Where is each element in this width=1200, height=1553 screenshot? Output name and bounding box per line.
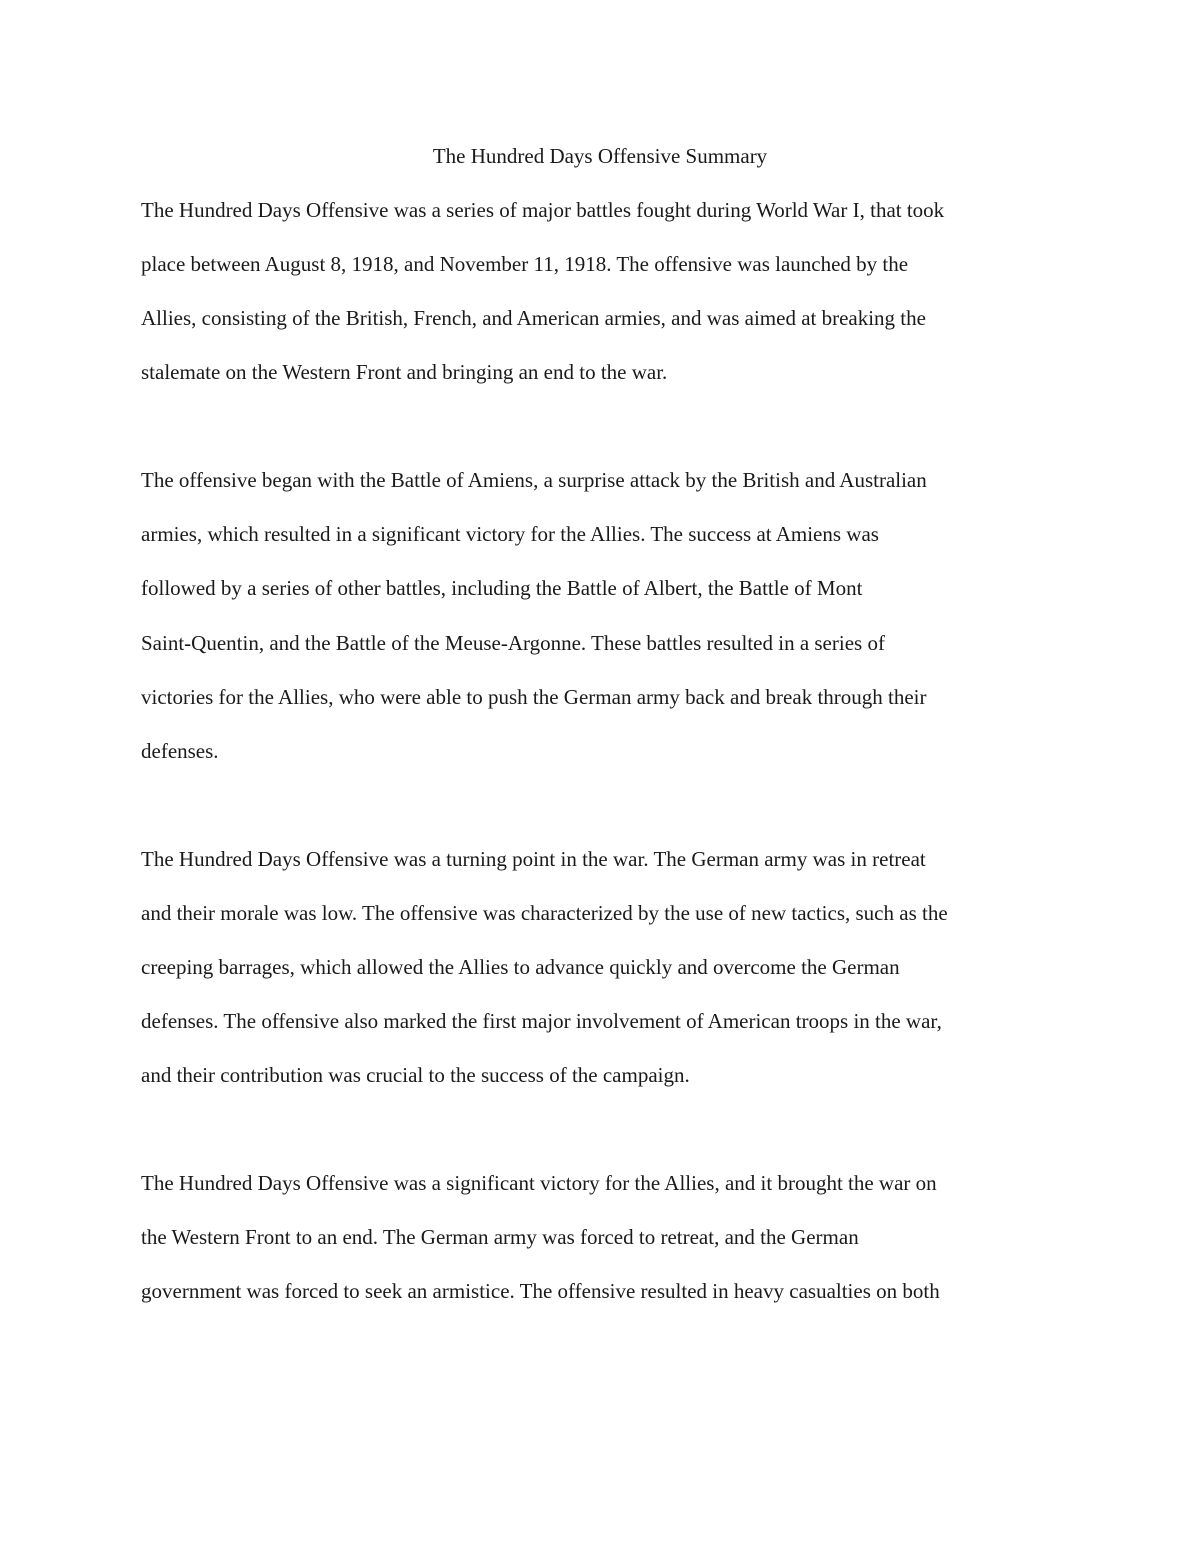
text-line: Allies, consisting of the British, French, and American armies, and was aimed at breaking the: [141, 306, 926, 330]
text-line: and their contribution was crucial to the success of the campaign.: [141, 1063, 690, 1087]
document-title: The Hundred Days Offensive Summary: [432, 144, 768, 168]
text-line: followed by a series of other battles, including the Battle of Albert, the Battle of Mont: [141, 576, 863, 600]
text-line: stalemate on the Western Front and bringing an end to the war.: [141, 360, 668, 384]
text-line: creeping barrages, which allowed the Allies to advance quickly and overcome the German: [141, 955, 900, 979]
text-line: The Hundred Days Offensive was a significant victory for the Allies, and it brought the war on: [141, 1171, 937, 1195]
text-line: government was forced to seek an armistice. The offensive resulted in heavy casualties on both: [141, 1279, 940, 1303]
text-line: defenses.: [141, 739, 219, 763]
text-line: The Hundred Days Offensive was a series of major battles fought during World War I, that took: [141, 198, 945, 222]
text-line: The offensive began with the Battle of Amiens, a surprise attack by the British and Australian: [141, 468, 927, 492]
text-line: victories for the Allies, who were able to push the German army back and break through their: [141, 685, 927, 709]
text-line: The Hundred Days Offensive was a turning point in the war. The German army was in retreat: [141, 847, 926, 871]
text-line: the Western Front to an end. The German army was forced to retreat, and the German: [141, 1225, 859, 1249]
text-line: defenses. The offensive also marked the first major involvement of American troops in the war,: [141, 1009, 942, 1033]
text-line: armies, which resulted in a significant victory for the Allies. The success at Amiens was: [141, 522, 879, 546]
text-line: and their morale was low. The offensive was characterized by the use of new tactics, such as the: [141, 901, 948, 925]
text-line: Saint-Quentin, and the Battle of the Meuse-Argonne. These battles resulted in a series of: [141, 631, 885, 655]
text-line: place between August 8, 1918, and November 11, 1918. The offensive was launched by the: [141, 252, 909, 276]
